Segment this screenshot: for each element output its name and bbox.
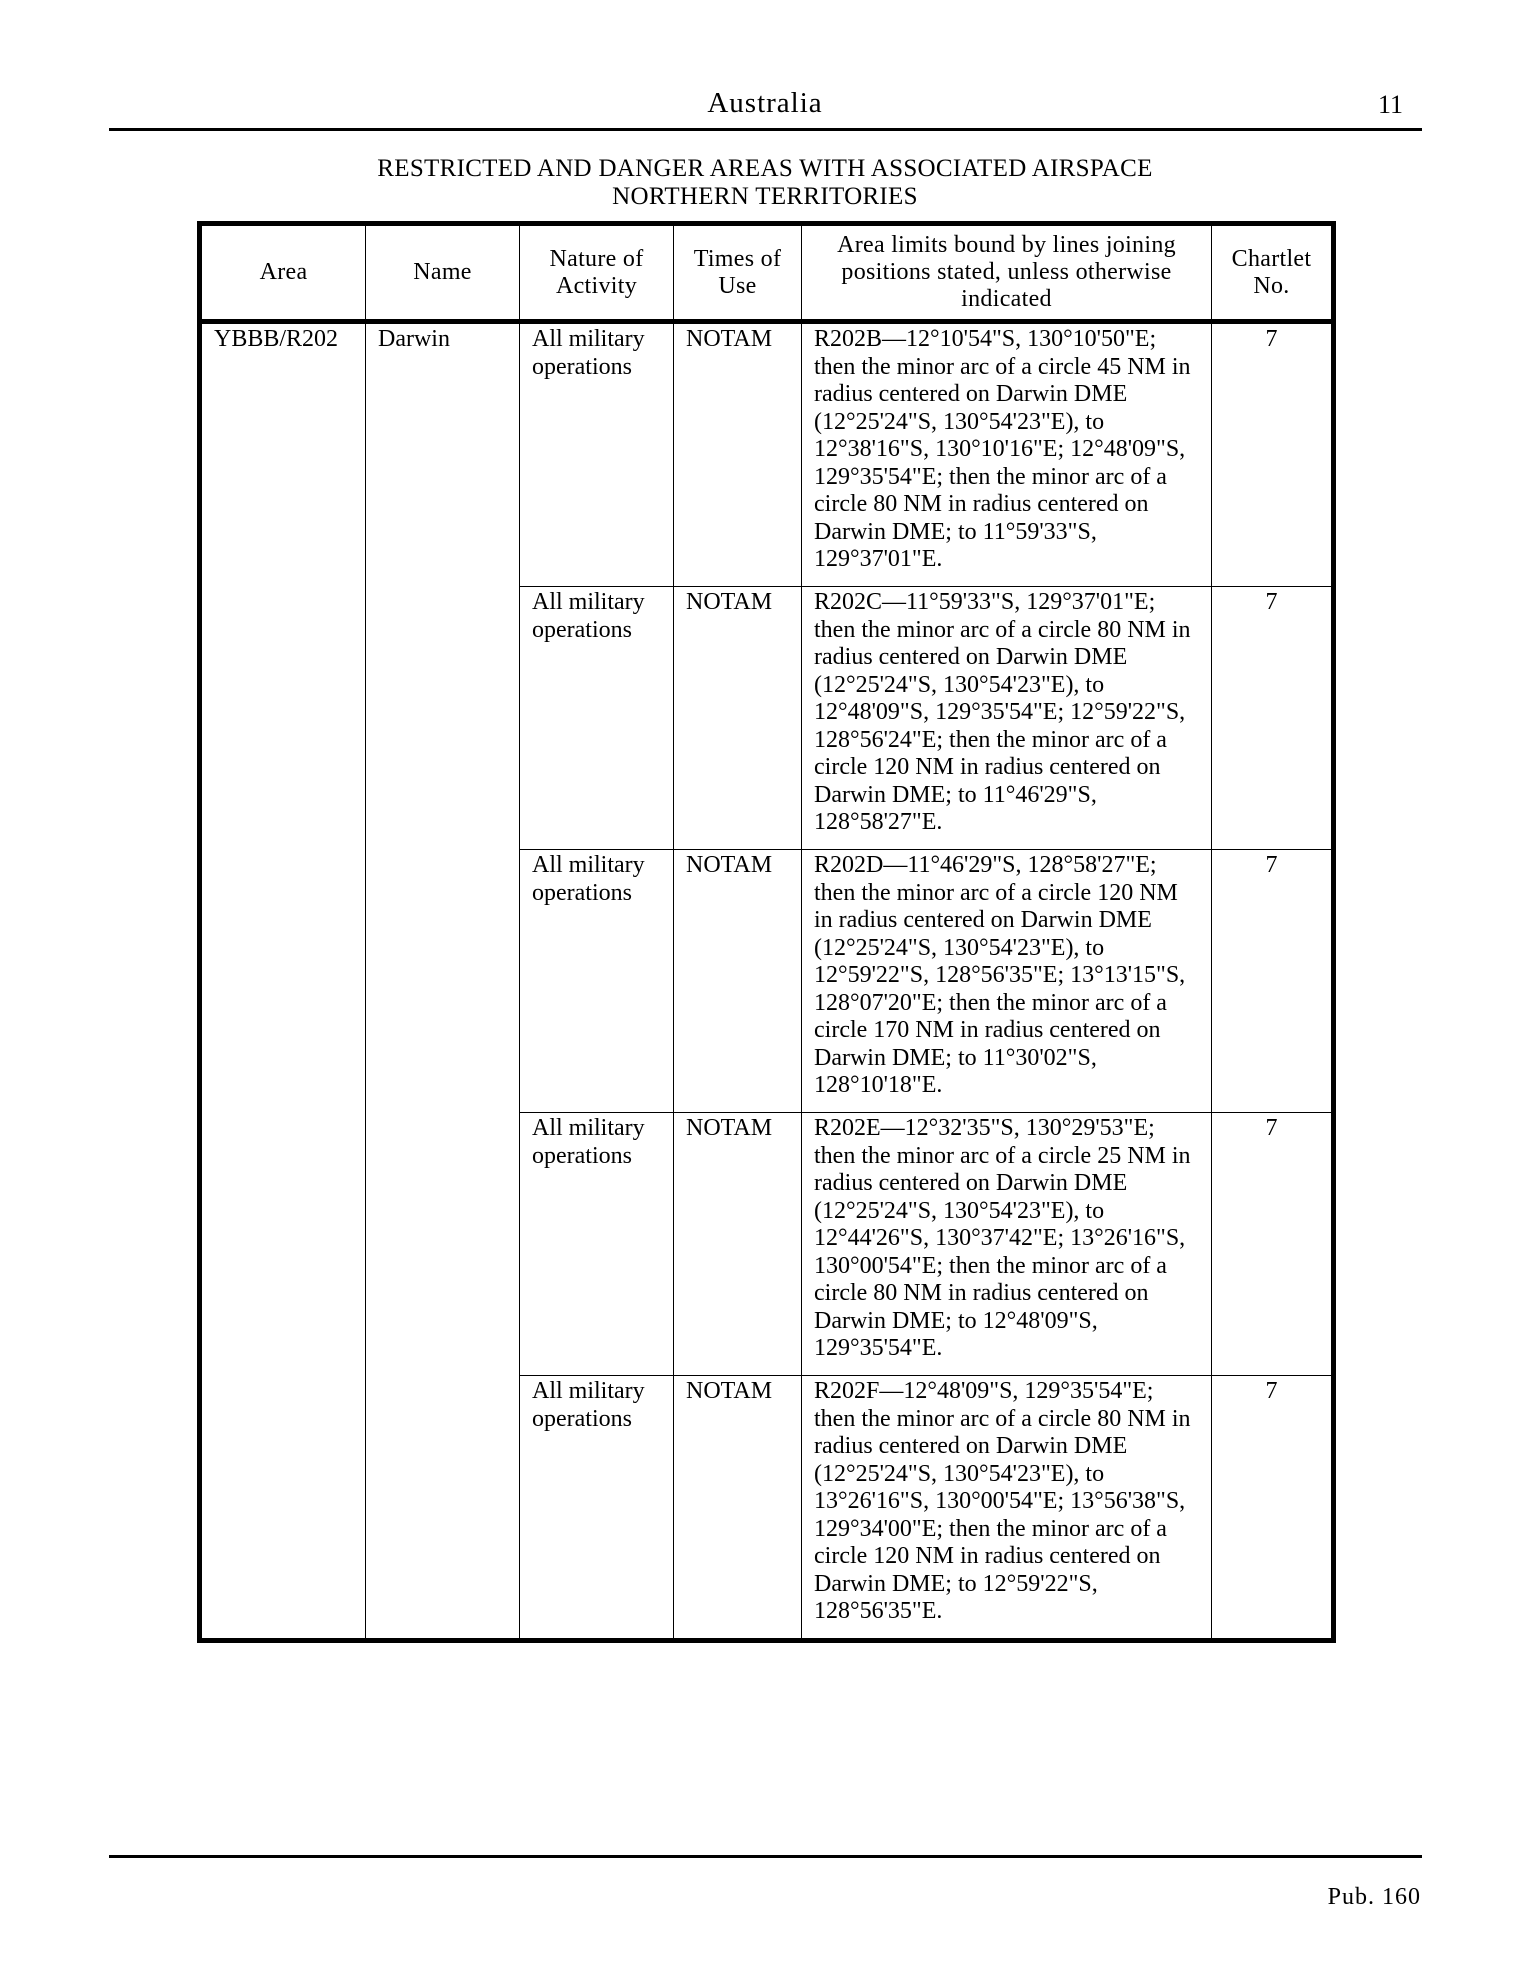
chartlet-cell: 7 [1212, 587, 1334, 850]
chartlet-cell: 7 [1212, 1113, 1334, 1376]
page-number: 11 [1377, 90, 1403, 119]
nature-cell: All military operations [520, 850, 674, 1113]
column-header-times: Times of Use [674, 224, 802, 322]
limits-cell: R202D—11°46'29"S, 128°58'27"E; then the minor arc of a circle 120 NM in radius centered on Darwin DME (12°25'24"S, 130°54'23"E), to 12°59'22"S, 128°56'35"E; 13°13'15"S, 128°07'20"E; then the minor arc of a circle 170 NM in radius centered on Darwin DME; to 11°30'02"S, 128°10'18"E. [802, 850, 1212, 1113]
nature-cell: All military operations [520, 1376, 674, 1641]
column-header-nature: Nature of Activity [520, 224, 674, 322]
table-title [190, 155, 1340, 211]
page-header-title: Australia [707, 87, 823, 119]
chartlet-cell: 7 [1212, 850, 1334, 1113]
limits-cell: R202E—12°32'35"S, 130°29'53"E; then the minor arc of a circle 25 NM in radius centered on Darwin DME (12°25'24"S, 130°54'23"E), to 12°44'26"S, 130°37'42"E; 13°26'16"S, 130°00'54"E; then the minor arc of a circle 80 NM in radius centered on Darwin DME; to 12°48'09"S, 129°35'54"E. [802, 1113, 1212, 1376]
limits-cell: R202B—12°10'54"S, 130°10'50"E; then the minor arc of a circle 45 NM in radius centered on Darwin DME (12°25'24"S, 130°54'23"E), to 12°38'16"S, 130°10'16"E; 12°48'09"S, 129°35'54"E; then the minor arc of a circle 80 NM in radius centered on Darwin DME; to 11°59'33"S, 129°37'01"E. [802, 322, 1212, 587]
chartlet-cell: 7 [1212, 322, 1334, 587]
column-header-name: Name [366, 224, 520, 322]
header-rule [109, 128, 1422, 131]
nature-cell: All military operations [520, 322, 674, 587]
table-title-line-1: RESTRICTED AND DANGER AREAS WITH ASSOCIATED AIRSPACE [377, 155, 1153, 182]
footer-rule [109, 1855, 1422, 1858]
column-header-chartlet: Chartlet No. [1212, 224, 1334, 322]
table-header-row [200, 224, 1334, 322]
limits-cell: R202F—12°48'09"S, 129°35'54"E; then the minor arc of a circle 80 NM in radius centered on Darwin DME (12°25'24"S, 130°54'23"E), to 13°26'16"S, 130°00'54"E; 13°56'38"S, 129°34'00"E; then the minor arc of a circle 120 NM in radius centered on Darwin DME; to 12°59'22"S, 128°56'35"E. [802, 1376, 1212, 1641]
times-cell: NOTAM [674, 1376, 802, 1641]
limits-cell: R202C—11°59'33"S, 129°37'01"E; then the minor arc of a circle 80 NM in radius centered on Darwin DME (12°25'24"S, 130°54'23"E), to 12°48'09"S, 129°35'54"E; 12°59'22"S, 128°56'24"E; then the minor arc of a circle 120 NM in radius centered on Darwin DME; to 11°46'29"S, 128°58'27"E. [802, 587, 1212, 850]
table-row [200, 322, 1334, 587]
nature-cell: All military operations [520, 587, 674, 850]
area-cell: YBBB/R202 [200, 322, 366, 1641]
times-cell: NOTAM [674, 1113, 802, 1376]
name-cell: Darwin [366, 322, 520, 1641]
column-header-area: Area [200, 224, 366, 322]
publication-number: Pub. 160 [1327, 1884, 1421, 1910]
chartlet-cell: 7 [1212, 1376, 1334, 1641]
nature-cell: All military operations [520, 1113, 674, 1376]
times-cell: NOTAM [674, 587, 802, 850]
times-cell: NOTAM [674, 850, 802, 1113]
times-cell: NOTAM [674, 322, 802, 587]
table-title-line-2: NORTHERN TERRITORIES [612, 183, 918, 210]
column-header-limits: Area limits bound by lines joining positions stated, unless otherwise indicated [802, 224, 1212, 322]
restricted-areas-table [197, 221, 1336, 1643]
